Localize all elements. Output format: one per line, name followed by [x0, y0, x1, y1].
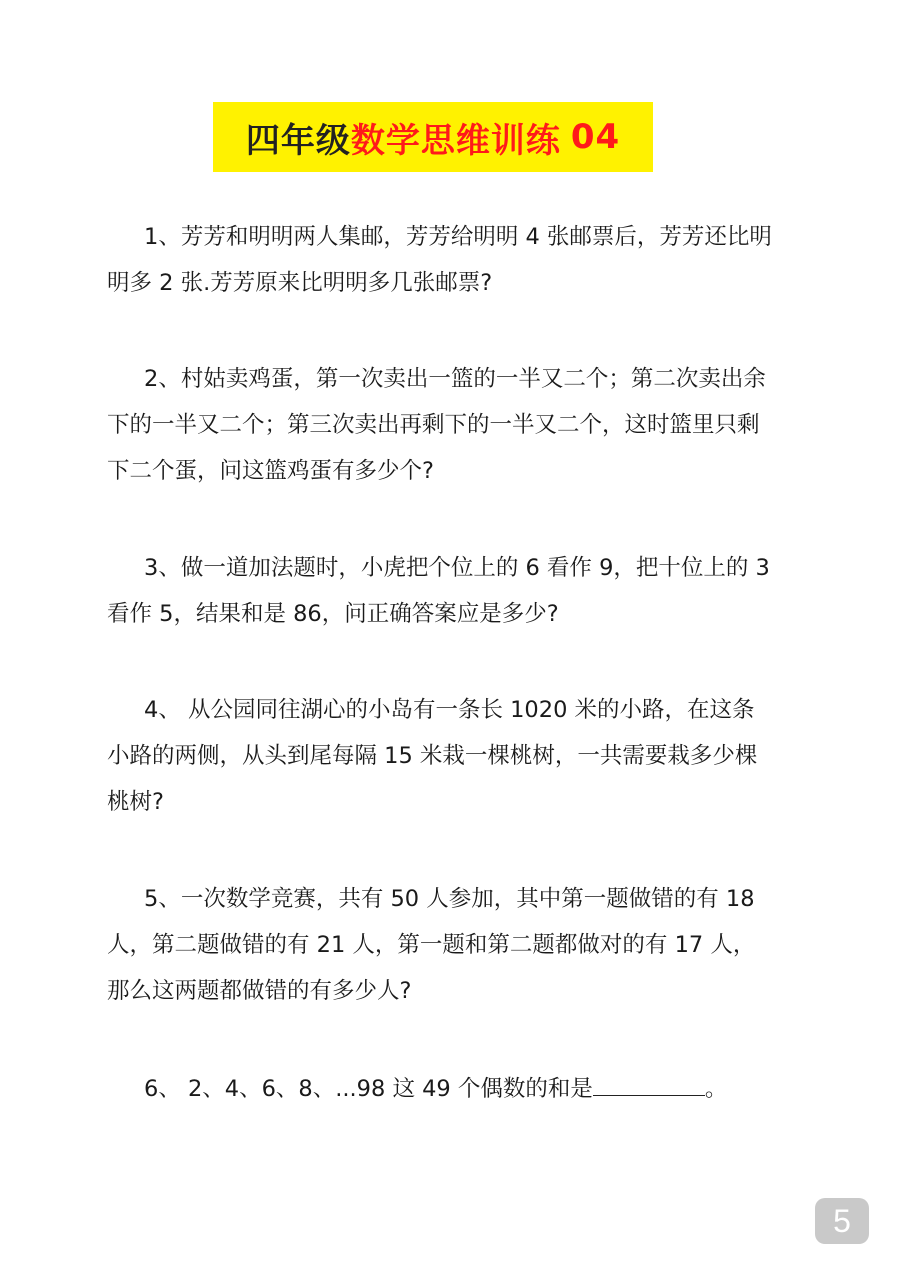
question-4: 4、 从公园同往湖心的小岛有一条长 1020 米的小路，在这条小路的两侧，从头到尾每隔 15 米栽一棵桃树，一共需要栽多少棵桃树? — [107, 697, 758, 815]
question-6-suffix: 。 — [704, 1076, 728, 1102]
answer-blank[interactable] — [593, 1071, 705, 1096]
question-6 — [107, 1066, 777, 1112]
question-1: 1、芳芳和明明两人集邮，芳芳给明明 4 张邮票后，芳芳还比明明多 2 张.芳芳原来比明明多几张邮票? — [107, 224, 772, 296]
title-banner — [213, 102, 653, 172]
question-3: 3、做一道加法题时，小虎把个位上的 6 看作 9，把十位上的 3 看作 5，结果和是 86，问正确答案应是多少? — [107, 555, 770, 627]
title-number: 04 — [570, 117, 621, 157]
question-6-text: 6、 2、4、6、8、...98 这 49 个偶数的和是 — [144, 1076, 593, 1102]
page-number-badge: 5 — [815, 1198, 869, 1244]
title-subject: 数学思维训练 — [350, 120, 561, 161]
question-2: 2、村姑卖鸡蛋，第一次卖出一篮的一半又二个；第二次卖出余下的一半又二个；第三次卖出再剩下的一半又二个，这时篮里只剩下二个蛋，问这篮鸡蛋有多少个? — [107, 366, 766, 484]
title-grade: 四年级 — [245, 120, 351, 161]
question-5: 5、一次数学竞赛，共有 50 人参加，其中第一题做错的有 18 人，第二题做错的有 21 人，第一题和第二题都做对的有 17 人，那么这两题都做错的有多少人? — [107, 886, 756, 1004]
